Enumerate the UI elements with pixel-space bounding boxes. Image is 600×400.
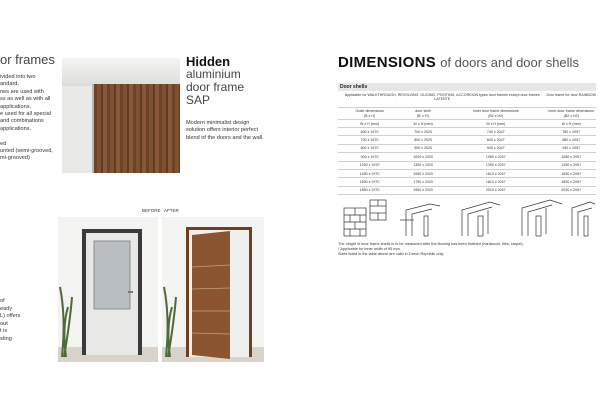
table-cell: 1080 x 2057 [546,153,596,161]
table-row [338,153,596,161]
table-cell: 2030 x 2057 [546,186,596,194]
subtitle-line: aluminium [186,67,241,81]
frames-text-line: nes are used with [0,88,44,95]
bottom-text-line: sting [0,335,12,342]
dimensions-title [338,54,579,71]
table-cell: 800 x 2020 [401,136,445,144]
frame-profile-drawing-4 [572,202,595,236]
table-cell: 780 x 2057 [546,128,596,136]
table-cell: 1250 x 1970 [338,161,401,169]
table-row [338,144,596,152]
door-shells-section-label: Door shells [338,83,596,91]
table-cell: 900 x 1970 [338,153,401,161]
frames-description-text [0,74,60,163]
table-cell: 2010 x 2047 [445,186,546,194]
unit-cell: W x H (mm) [546,120,596,128]
column-header [546,108,596,120]
table-cell: 840 x 2047 [445,136,546,144]
after-door-illustration [162,217,264,362]
table-cell: 1750 x 2020 [401,178,445,186]
hidden-frame-title: Hidden [186,54,231,69]
table-cell: 1610 x 2047 [445,169,546,177]
table-row [338,128,596,136]
table-cell: 1350 x 2020 [401,161,445,169]
table-cell: 1810 x 2047 [445,178,546,186]
photo-ceiling [62,58,180,86]
frame-profile-drawing-3 [522,200,562,236]
frames-text-line: andard. [0,81,19,88]
frames-text-line: mi-grooved) [0,155,30,162]
unit-cell: W x H (mm) [338,120,401,128]
unit-cell: W x H (mm) [401,120,445,128]
frames-text-line: ivided into two [0,74,36,80]
table-cell: 940 x 2057 [546,144,596,152]
frames-text-line: unted (semi-grooved, [0,148,53,155]
note-line: Sizes listed in the table above are valid in Czech Republic only. [338,252,445,257]
column-header-unit: (B x H) [363,113,376,118]
table-cell: 1450 x 1970 [338,169,401,177]
column-header-label: Order dimensions [355,109,384,114]
column-header [445,108,546,120]
table-cell: 1650 x 1970 [338,178,401,186]
hidden-frame-photo [62,58,180,173]
bottom-text-line: t is [0,328,8,335]
bottom-text-line: out [0,320,8,327]
frame-section-drawings [340,196,596,240]
table-cell: 1430 x 2057 [546,161,596,169]
frames-text-line [0,133,60,140]
bottom-description-text [0,298,60,344]
note-line: * Applicable for inner width of 65 mm. [338,247,401,252]
table-row [338,161,596,169]
table-cell: 1850 x 1970 [338,186,401,194]
table-cell: 1080 x 2047 [445,153,546,161]
group-header-standard: Applicable for WALKTHROUGH, REVOLVING, GLIDING, PIVOTING, ACCORDION types door frames except door frames LATENTE [338,93,546,108]
before-label: BEFORE [142,208,161,213]
table-cell: 880 x 2057 [546,136,596,144]
bottom-text-line: L) offers [0,313,21,320]
dimensions-title-bold: DIMENSIONS [338,54,437,71]
frames-text-line: and combinations [0,118,44,125]
table-cell: 600 x 1970 [338,128,401,136]
column-header-unit: (B2 x H2) [563,113,579,118]
dimensions-title-rest: of doors and door shells [440,55,579,70]
table-cell: 1950 x 2020 [401,186,445,194]
after-label: AFTER [164,208,179,213]
column-header-label: inner door frame dimensions [473,109,519,114]
table-row [338,136,596,144]
column-header [401,108,445,120]
bottom-text-line: of [0,298,5,304]
column-header-label: door shell [415,109,431,114]
frames-text-line: ss as well as with all [0,96,51,103]
table-cell: 1000 x 2020 [401,153,445,161]
column-header-label: inner door frame dimensions [548,109,594,114]
before-door-photo [58,217,158,362]
frames-text-line: applications. [0,125,32,132]
frame-profile-drawing-1 [400,204,440,236]
frame-diagrams [340,196,596,240]
column-header-unit: (B2 x H2) [488,113,504,118]
table-cell: 1630 x 2057 [546,169,596,177]
table-cell: 700 x 2020 [401,128,445,136]
frames-text-line: e used for all special [0,111,51,118]
table-row [338,178,596,186]
table-cell: 1830 x 2057 [546,178,596,186]
hidden-frame-description: Modern minimalist design solution offers interior perfect blend of the doors and the wall. [186,120,264,141]
table-row [338,186,596,194]
frames-text-line: ed [0,140,7,147]
note-line: The height of door frame shells is to be measured after the flooring has been finished (hardwood, tiles, carpet). [338,242,524,246]
unit-cell: W x H (mm) [445,120,546,128]
frames-text-line: applications. [0,103,32,110]
after-door-photo [162,217,264,362]
brick-wall-drawing [344,200,386,236]
bottom-text-line: eady [0,305,13,312]
table-notes [338,242,596,258]
subtitle-line: door frame [186,80,245,94]
table-cell: 940 x 2047 [445,144,546,152]
frames-section-title: or frames [0,52,55,67]
table-row [338,169,596,177]
column-header-unit: (B' x H') [416,113,430,118]
dimensions-table [338,93,596,195]
group-header-rainbow: Door frame for door RAINBOW [546,93,596,108]
photo-wood-door [94,84,180,173]
hidden-frame-subtitle [186,68,276,107]
column-header [338,108,401,120]
before-door-illustration [58,217,158,362]
table-cell: 900 x 2020 [401,144,445,152]
subtitle-line: SAP [186,93,211,107]
table-cell: 700 x 1970 [338,136,401,144]
table-cell: 1550 x 2020 [401,169,445,177]
frame-profile-drawing-2 [462,202,500,236]
table-cell: 1390 x 2047 [445,161,546,169]
table-cell: 800 x 1970 [338,144,401,152]
table-cell: 740 x 2047 [445,128,546,136]
